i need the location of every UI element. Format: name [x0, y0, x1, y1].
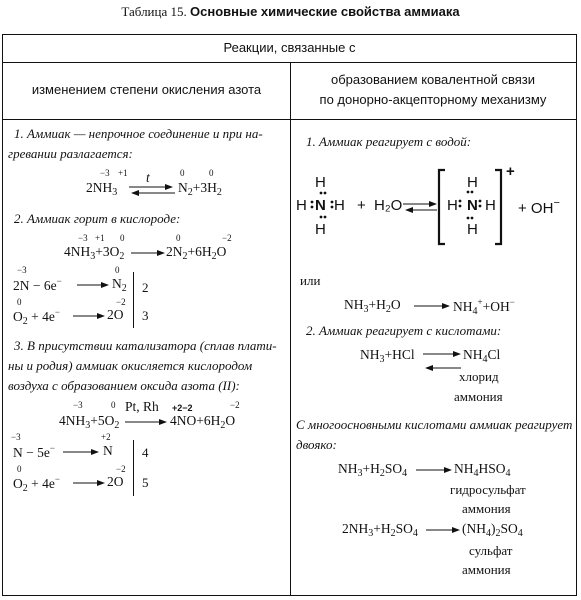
- lewis-nh4-h-top: H: [467, 174, 478, 191]
- lewis-equilibrium-arrow: [403, 200, 439, 214]
- lewis-nh3-n: N: [315, 197, 326, 214]
- hr3-n-arrow: [63, 448, 101, 456]
- lewis-hydroxide: + OH−: [518, 197, 560, 217]
- left-item2: 2. Аммиак горит в кислороде:: [14, 211, 181, 226]
- eq-s2-product: $(NH_4)_2SO_4$: [462, 521, 523, 539]
- eq-water-arrow: [414, 302, 452, 310]
- eq2-ox-o2: −2: [222, 233, 232, 243]
- hr2-o-prod-ox: −2: [116, 297, 126, 307]
- hr2-n-arrow: [77, 281, 111, 289]
- hr3-o-prod-ox: −2: [116, 464, 126, 474]
- hr3-o-left: $O_2 + 4e^-$: [13, 474, 60, 494]
- hr3-o-prod: 2O: [107, 474, 124, 489]
- right-polyacid-line1: С многоосновными кислотами аммиак реагирует: [296, 417, 573, 432]
- caption-title: Основные химические свойства аммиака: [190, 4, 460, 19]
- eq1-ox-h: +1: [118, 168, 128, 178]
- eq-s2-reactants: $2NH_3+H_2SO_4$: [342, 521, 418, 539]
- lewis-nh4-h-bottom: H: [467, 221, 478, 238]
- left-item3-line3: воздуха с образованием оксида азота (II):: [8, 378, 240, 393]
- hr3-n-coef: 4: [142, 445, 149, 460]
- hr2-n-left: 2N − 6e−: [13, 276, 62, 293]
- eq-s1-product: $NH_4HSO_4$: [454, 461, 511, 479]
- left-item3-line1: 3. В присутствии катализатора (сплав плати-: [14, 338, 277, 353]
- lewis-nh3-h-top: H: [315, 174, 326, 191]
- eq3-ox-no: +2−2: [172, 403, 193, 413]
- hr2-n-prod: $N_2$: [112, 276, 127, 294]
- eq2-ox-n: −3: [78, 233, 88, 243]
- eq3-arrow: [125, 418, 169, 426]
- eq-s1-reactants: $NH_3+H_2SO_4$: [338, 461, 408, 479]
- header-right-line2: по донорно-акцепторному механизму: [319, 92, 547, 107]
- hr3-o-coef: 5: [142, 475, 149, 490]
- eq2-ox-o: 0: [120, 233, 125, 243]
- lewis-nh3-electron-dots: [300, 185, 350, 225]
- hr2-o-arrow: [73, 312, 107, 320]
- lewis-nh3-h-bottom: H: [315, 221, 326, 238]
- lewis-nh3-h-left: H: [296, 197, 307, 214]
- hr3-n-ox: −3: [11, 432, 21, 442]
- hr2-o-prod: 2O: [107, 307, 124, 322]
- hr2-bar: [133, 272, 134, 328]
- hr3-bar: [133, 440, 134, 496]
- hr2-n-prod-ox: 0: [115, 265, 120, 275]
- left-item3-line2: ны и родия) аммиак окисляется кислородом: [8, 358, 253, 373]
- table-caption: [0, 4, 581, 20]
- header-right-line1: образованием ковалентной связи: [330, 72, 536, 87]
- right-polyacid-line2: двояко:: [296, 437, 337, 452]
- caption-prefix: Таблица 15.: [121, 4, 187, 19]
- hr3-n-prod-ox: +2: [101, 432, 111, 442]
- eq1-ox-0b: 0: [209, 168, 214, 178]
- eq3-reactants: $4NH_3+5O_2$: [59, 413, 120, 431]
- eq-hcl-equilibrium-arrow: [423, 350, 463, 372]
- eq1-ox-0a: 0: [180, 168, 185, 178]
- eq-s1-arrow: [416, 466, 454, 474]
- hr2-o-left: $O_2 + 4e^-$: [13, 307, 60, 327]
- eq2-products: $2N_2+6H_2O$: [166, 244, 227, 262]
- eq2-reactants: $4NH_3+3O_2$: [64, 244, 125, 262]
- header-top: Реакции, связанные с: [223, 40, 356, 55]
- s2-product-name-line2: аммония: [462, 562, 511, 577]
- eq2-ox-h: +1: [95, 233, 105, 243]
- eq2-ox-n2: 0: [176, 233, 181, 243]
- eq2-arrow: [131, 249, 167, 257]
- eq3-ox-o2: −2: [230, 400, 240, 410]
- eq3-catalyst: Pt, Rh: [125, 399, 159, 414]
- hr2-n-coef: 2: [142, 280, 149, 295]
- right-item1: 1. Аммиак реагирует с водой:: [306, 134, 472, 149]
- eq3-ox-n: −3: [73, 400, 83, 410]
- eq1-equilibrium-arrow: [129, 183, 177, 197]
- eq-hcl-reactants: $NH_3+HCl$: [360, 347, 415, 365]
- eq3-products: $4NO+6H_2O$: [170, 413, 236, 431]
- eq1-products: $N_2+3H_2$: [178, 180, 222, 198]
- eq1-condition: t: [146, 170, 150, 185]
- hr3-o-ox: 0: [17, 464, 22, 474]
- right-or: или: [300, 273, 321, 288]
- left-item1-line2: гревании разлагается:: [8, 146, 133, 161]
- eq1-reactant: $2NH_3$: [86, 180, 118, 198]
- eq-water-products: $NH_4^++OH^-$: [453, 297, 515, 317]
- s1-product-name-line2: аммония: [462, 501, 511, 516]
- lewis-nh4-charge: +: [506, 163, 515, 180]
- lewis-nh3-h-right: H: [334, 197, 345, 214]
- hr3-o-arrow: [73, 479, 107, 487]
- header-left: изменением степени окисления азота: [31, 82, 262, 97]
- eq1-ox-n: −3: [100, 168, 110, 178]
- column-divider: [290, 62, 291, 595]
- left-item1-line1: 1. Аммиак — непрочное соединение и при на-: [14, 126, 263, 141]
- eq-hcl-product: $NH_4Cl$: [463, 347, 501, 365]
- hcl-product-name-line1: хлорид: [459, 369, 499, 384]
- lewis-nh4-h-left: H: [447, 197, 458, 214]
- hcl-product-name-line2: аммония: [454, 389, 503, 404]
- eq-water-reactants: $NH_3+H_2O$: [344, 297, 401, 315]
- s2-product-name-line1: сульфат: [469, 543, 513, 558]
- lewis-nh4-h-right: H: [485, 197, 496, 214]
- hr2-n-ox: −3: [17, 265, 27, 275]
- s1-product-name-line1: гидросульфат: [450, 482, 526, 497]
- eq3-ox-o: 0: [111, 400, 116, 410]
- hr2-o-coef: 3: [142, 308, 149, 323]
- lewis-plus: +: [357, 197, 366, 214]
- hr2-o-ox: 0: [17, 297, 22, 307]
- hr3-n-left: N − 5e−: [13, 443, 55, 460]
- lewis-nh4-n: N: [467, 197, 478, 214]
- lewis-water: H₂O: [374, 197, 403, 214]
- right-item2: 2. Аммиак реагирует с кислотами:: [306, 323, 502, 338]
- hr3-n-prod: N: [103, 443, 113, 458]
- eq-s2-arrow: [426, 526, 462, 534]
